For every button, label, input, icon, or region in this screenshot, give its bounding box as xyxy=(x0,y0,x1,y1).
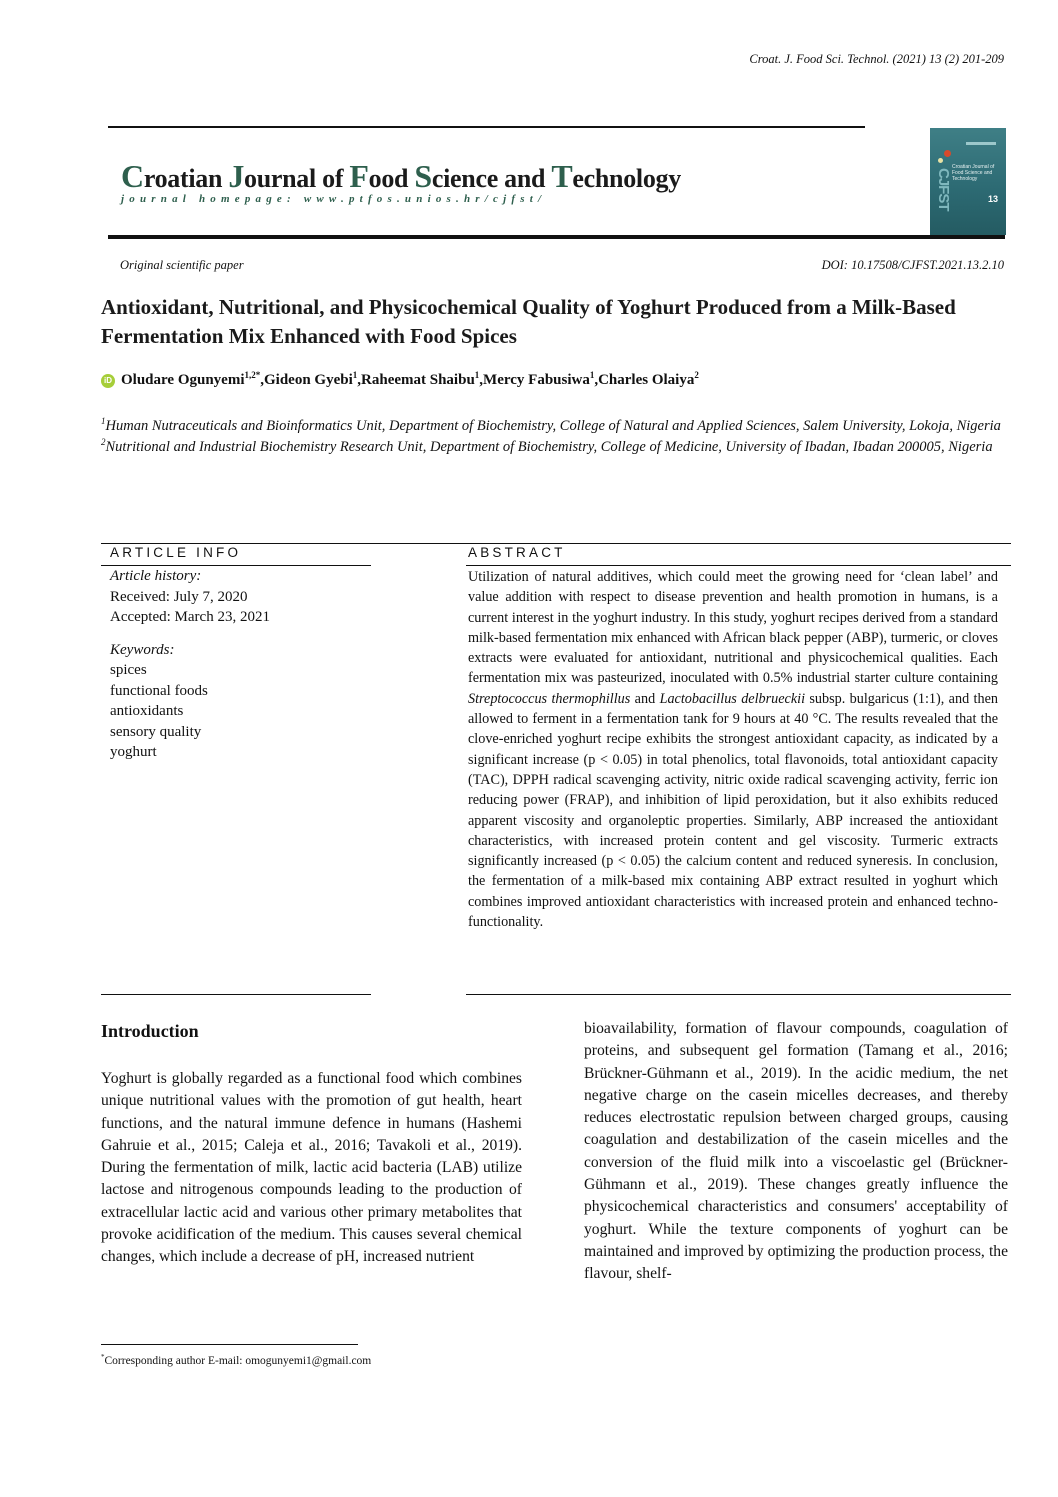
author-affiliation-mark: 2 xyxy=(694,370,699,380)
author xyxy=(361,372,483,389)
author-separator: , xyxy=(594,372,599,388)
journal-title-cap: T xyxy=(551,158,573,194)
keywords-label: Keywords: xyxy=(110,641,175,658)
paper-title: Antioxidant, Nutritional, and Physicochemical Quality of Yoghurt Produced from a Milk-Based Fermentation Mix Enhanced with Food Spices xyxy=(101,295,956,348)
author xyxy=(483,372,598,389)
cover-title: Croatian Journal of Food Science and Technology xyxy=(952,164,995,182)
affiliation xyxy=(101,416,1011,437)
abstract-heading: ABSTRACT xyxy=(468,545,566,560)
paper-type: Original scientific paper xyxy=(120,258,244,272)
author-name: Oludare Ogunyemi xyxy=(121,372,245,388)
journal-cover-image xyxy=(930,128,1006,235)
abstract-part: and xyxy=(630,690,660,707)
author-name: Charles Olaiya xyxy=(598,372,695,388)
abstract-text xyxy=(468,567,998,932)
accepted-date: Accepted: March 23, 2021 xyxy=(110,609,270,625)
corresponding-author-footnote xyxy=(101,1355,371,1367)
introduction-heading: Introduction xyxy=(101,1021,199,1041)
journal-title-cap: J xyxy=(228,158,245,194)
header-rule-top xyxy=(108,126,865,128)
running-head: Croat. J. Food Sci. Technol. (2021) 13 (2) 201-209 xyxy=(749,52,1004,66)
header-rule-bottom xyxy=(108,235,1005,239)
author-name: Mercy Fabusiwa xyxy=(483,372,590,388)
orcid-icon[interactable]: iD xyxy=(101,374,115,388)
author-list xyxy=(101,372,699,389)
body-column-left: Yoghurt is globally regarded as a functional food which combines unique nutritional values with the promotion of gut health, heart functions, and the natural immune defence in humans (Hashemi Gahruie et al., 2015; Caleja et al., 2016; Tavakoli et al., 2019). During the fermentation of milk, lactic acid bacteria (LAB) utilize lactose and nitrogenous compounds leading to the production of extracellular lactic acid and various other primary metabolites that provoke acidification of the medium. This causes several chemical changes, which include a decrease of pH, increased nutrient xyxy=(101,1070,522,1266)
author-affiliation-mark: 1,2* xyxy=(244,370,261,380)
abstract-rule xyxy=(466,565,1011,566)
author xyxy=(264,372,361,389)
journal-title-part: echnology xyxy=(572,164,681,193)
affiliation-number: 1 xyxy=(101,416,106,427)
keyword: sensory quality xyxy=(110,723,202,740)
author-name: Gideon Gyebi xyxy=(264,372,353,388)
footnote-text: Corresponding author E-mail: omogunyemi1@gmail.com xyxy=(104,1355,372,1367)
author-affiliation-mark: 1 xyxy=(589,370,595,380)
footnote-rule xyxy=(101,1344,358,1345)
keyword: functional foods xyxy=(110,682,208,699)
author-separator: , xyxy=(357,372,362,388)
cover-stripe xyxy=(966,142,996,145)
section-rule xyxy=(101,543,1011,544)
species-name: Lactobacillus delbrueckii xyxy=(659,690,806,707)
cover-dot xyxy=(938,158,943,163)
article-info xyxy=(110,566,440,763)
keyword: spices xyxy=(110,662,147,678)
section-rule xyxy=(101,994,371,995)
journal-title-part: ood xyxy=(368,164,415,193)
journal-title-part: roatian xyxy=(143,164,229,193)
author xyxy=(598,372,699,389)
section-rule xyxy=(466,994,1011,995)
affiliation-text: Nutritional and Industrial Biochemistry Research Unit, Department of Biochemistry, College of Medicine, University of Ibadan, Ibadan 200005, Nigeria xyxy=(105,439,993,455)
affiliations xyxy=(101,416,1011,458)
journal-title-cap: C xyxy=(121,158,144,194)
author-name: Raheemat Shaibu xyxy=(361,372,475,388)
keyword: antioxidants xyxy=(110,703,184,719)
cover-dot xyxy=(944,150,951,157)
journal-title-part: cience and xyxy=(431,164,552,193)
abstract-part: Utilization of natural additives, which could meet the growing need for ‘clean label’ and value addition with respect to disease prevention and health promotion in humans, is a current interest in the yoghurt industry. In this study, yoghurt recipes derived from a standard milk-based fermentation mix enhanced with African black pepper (ABP), turmeric, or cloves extracts were evaluated for antioxidant, nutritional and physicochemical qualities. Each fermentation mix was pasteurized, inoculated with 0.5% industrial starter culture containing xyxy=(468,569,998,687)
species-name: Streptococcus thermophillus xyxy=(468,690,631,707)
cover-volume: 13 xyxy=(987,194,998,204)
author-separator: , xyxy=(260,372,264,388)
author-separator: , xyxy=(479,372,484,388)
abstract-part: subsp. bulgaricus (1:1), and then allowed to ferment in a fermentation tank for 9 hours at 40 °C. The results revealed that the clove-enriched yoghurt recipe exhibits the strongest antioxidant capacity, as indicated by a significant increase (p < 0.05) in total phenolics, total flavonoids, total antioxidant capacity (TAC), DPPH radical scavenging activity, nitric oxide radical scavenging activity, ferric ion reducing power (FRAP), and inhibition of lipid peroxidation, but it also exhibits reduced apparent viscosity and organoleptic properties. Similarly, ABP increased the antioxidant characteristics, with increased protein content and gel viscosity. Turmeric extracts significantly increased (p < 0.05) the calcium content and reduced syneresis. In conclusion, the fermentation of a milk-based mix containing ABP extract resulted in yoghurt which combines improved antioxidant characteristics with increased protein and enhanced techno-functionality. xyxy=(468,690,998,931)
author xyxy=(121,372,264,389)
author-affiliation-mark: 1 xyxy=(474,370,480,380)
history-label: Article history: xyxy=(110,568,202,584)
footnote-mark: * xyxy=(101,1353,105,1362)
journal-title xyxy=(121,158,681,195)
affiliation xyxy=(101,437,1011,458)
affiliation-text: Human Nutraceuticals and Bioinformatics Unit, Department of Biochemistry, College of Natural and Applied Sciences, Salem University, Lokoja, Nigeria xyxy=(105,418,1001,434)
affiliation-number: 2 xyxy=(101,437,106,448)
journal-title-part: ournal of xyxy=(244,164,350,193)
journal-title-cap: S xyxy=(414,158,432,194)
keyword: yoghurt xyxy=(110,744,157,760)
received-date: Received: July 7, 2020 xyxy=(110,588,248,605)
author-affiliation-mark: 1 xyxy=(352,370,358,380)
cover-logo: CJFST xyxy=(935,168,952,211)
body-column-right: bioavailability, formation of flavour compounds, coagulation of proteins, and subsequent gel formation (Tamang et al., 2016; Brückner-Gühmann et al., 2019). In the acidic medium, the net negative charge on the casein micelles decreases, and thereby reduces electrostatic repulsion between charged groups, causing coagulation and destabilization of the casein micelles and the conversion of the fluid milk into a viscoelastic gel (Brückner-Gühmann et al., 2019). These changes greatly influence the physicochemical characteristics and consumers' acceptability of yoghurt. While the texture components of yoghurt can be maintained and improved by optimizing the production process, the flavour, shelf- xyxy=(584,1020,1008,1283)
journal-title-cap: F xyxy=(349,158,369,194)
journal-homepage-link[interactable]: journal homepage: www.ptfos.unios.hr/cjfst/ xyxy=(121,193,547,205)
doi-link[interactable]: DOI: 10.17508/CJFST.2021.13.2.10 xyxy=(821,258,1004,272)
article-info-heading: ARTICLE INFO xyxy=(110,545,242,560)
